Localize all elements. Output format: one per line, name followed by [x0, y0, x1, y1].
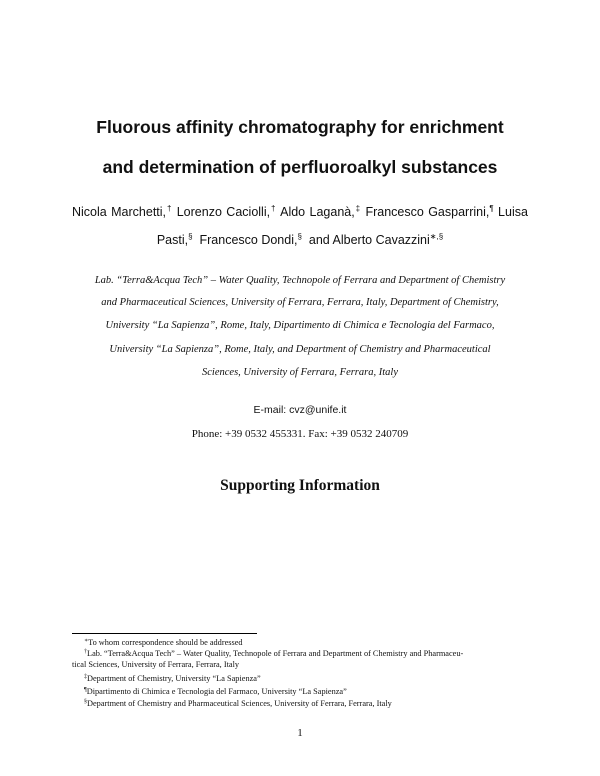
author-name: Aldo Laganà,‡: [280, 204, 362, 219]
author-name: Francesco Dondi,§: [199, 232, 302, 247]
contact-email: E-mail: cvz@unife.it: [253, 404, 347, 416]
author-name: Francesco Gasparrini,¶: [365, 204, 494, 219]
footnote: ∗To whom correspondence should be addressed: [84, 638, 243, 647]
affiliation-line: Sciences, University of Ferrara, Ferrara, Italy: [202, 367, 398, 378]
footnote: †Lab. “Terra&Acqua Tech” – Water Quality, Technopole of Ferrara and Department of Chemistry and Pharmaceu-: [84, 649, 464, 658]
author-list-line-2: [0, 233, 600, 247]
contact-phone: Phone: +39 0532 455331. Fax: +39 0532 240709: [191, 428, 409, 440]
author-list-line-1: [72, 205, 528, 219]
footnote-continuation: tical Sciences, University of Ferrara, Ferrara, Italy: [72, 660, 240, 669]
section-heading: Supporting Information: [220, 477, 380, 494]
footnote-divider: [72, 633, 257, 634]
author-name: Lorenzo Caciolli,†: [176, 204, 277, 219]
affiliation-line: University “La Sapienza”, Rome, Italy, Dipartimento di Chimica e Tecnologia del Farmaco,: [105, 320, 495, 331]
paper-title-line-2: and determination of perfluoroalkyl substances: [102, 157, 498, 177]
footnote: ¶Dipartimento di Chimica e Tecnologia del Farmaco, University “La Sapienza”: [84, 687, 347, 696]
author-name: and Alberto Cavazzini∗,§: [308, 232, 444, 247]
footnote: ‡Department of Chemistry, University “La Sapienza”: [84, 674, 261, 683]
affiliation-line: University “La Sapienza”, Rome, Italy, and Department of Chemistry and Pharmaceutical: [109, 344, 491, 355]
page-number: 1: [297, 727, 303, 739]
footnote: §Department of Chemistry and Pharmaceutical Sciences, University of Ferrara, Ferrara, Italy: [84, 699, 392, 708]
author-name: Nicola Marchetti,†: [72, 204, 173, 219]
paper-title-line-1: Fluorous affinity chromatography for enrichment: [96, 117, 504, 137]
author-name: Luisa: [498, 205, 528, 219]
author-name: Pasti,§: [156, 232, 193, 247]
affiliation-line: Lab. “Terra&Acqua Tech” – Water Quality, Technopole of Ferrara and Department of Chemistry: [94, 275, 506, 286]
affiliation-line: and Pharmaceutical Sciences, University of Ferrara, Ferrara, Italy, Department of Chemistry,: [101, 297, 499, 308]
